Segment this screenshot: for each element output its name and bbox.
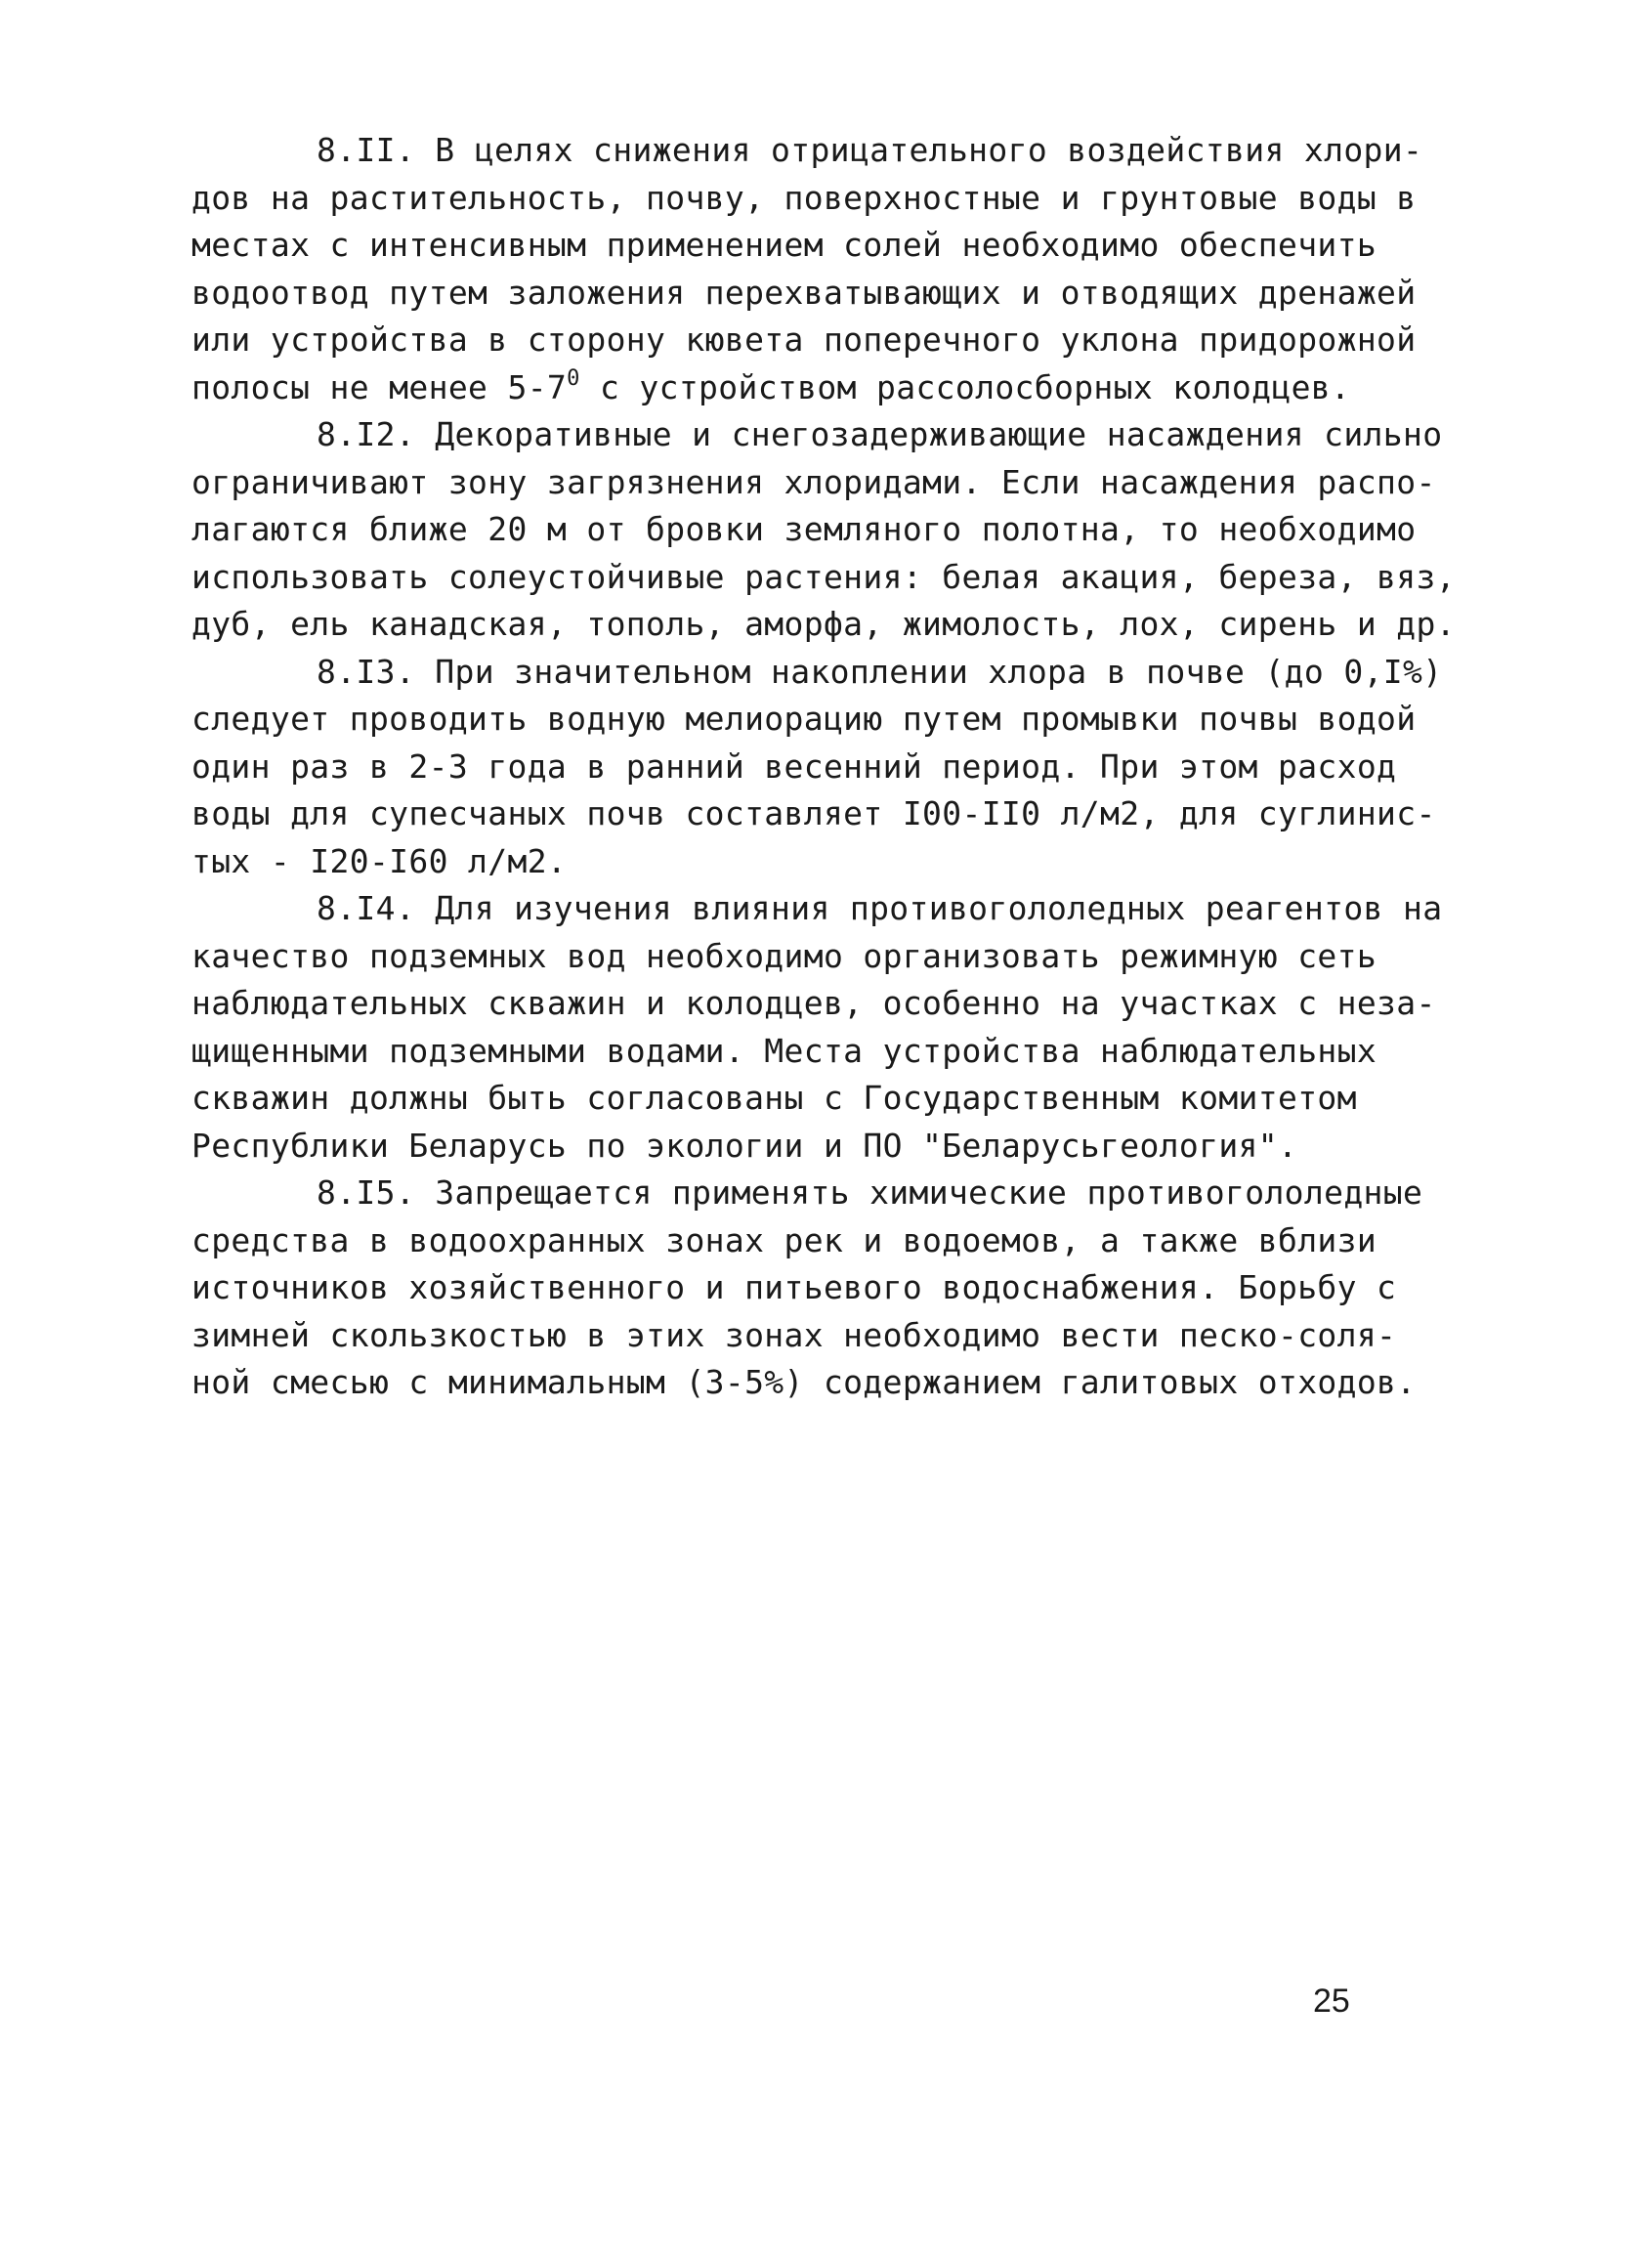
- text-line: тых - I20-I60 л/м2.: [191, 841, 568, 880]
- text-line: ной смесью с минимальным (3-5%) содержанием галитовых отходов.: [191, 1363, 1417, 1401]
- text-line: следует проводить водную мелиорацию путем промывки почвы водой: [191, 700, 1417, 738]
- text-line: использовать солеустойчивые растения: белая акация, береза, вяз,: [191, 557, 1456, 596]
- paragraph-8-13: [191, 649, 1443, 886]
- paragraph-8-14: [191, 885, 1443, 1170]
- text-line: щищенными подземными водами. Места устройства наблюдательных: [191, 1031, 1377, 1070]
- text-line: источников хозяйственного и питьевого водоснабжения. Борьбу с: [191, 1268, 1397, 1306]
- text-fragment: полосы не менее 5-7: [191, 367, 568, 406]
- text-line: 8.I3. При значительном накоплении хлора в почве (до 0,I%): [317, 652, 1443, 691]
- paragraph-8-11: [191, 127, 1456, 649]
- text-line: местах с интенсивным применением солей необходимо обеспечить: [191, 226, 1377, 264]
- text-line: качество подземных вод необходимо организовать режимную сеть: [191, 936, 1377, 975]
- paragraph-8-15: [191, 1170, 1423, 1407]
- text-line: дуб, ель канадская, тополь, аморфа, жимолость, лох, сирень и др.: [191, 605, 1456, 643]
- text-line: воды для супесчаных почв составляет I00-II0 л/м2, для суглинис-: [191, 794, 1436, 832]
- text-line: ограничивают зону загрязнения хлоридами. Если насаждения распо-: [191, 462, 1436, 501]
- superscript-degree: 0: [567, 365, 580, 391]
- text-line: Республики Беларусь по экологии и ПО "Беларусьгеология".: [191, 1126, 1298, 1165]
- text-line: или устройства в сторону кювета поперечного уклона придорожной: [191, 320, 1417, 359]
- text-line: наблюдательных скважин и колодцев, особенно на участках с неза-: [191, 984, 1436, 1022]
- text-line: водоотвод путем заложения перехватывающих и отводящих дренажей: [191, 273, 1417, 312]
- text-line: 8.II. В целях снижения отрицательного воздействия хлори-: [317, 131, 1423, 169]
- text-fragment: с устройством рассолосборных колодцев.: [579, 367, 1351, 406]
- text-line: 8.I2. Декоративные и снегозадерживающие насаждения сильно: [317, 415, 1443, 453]
- text-line: лагаются ближе 20 м от бровки земляного полотна, то необходимо: [191, 510, 1417, 548]
- text-line: [191, 364, 1393, 412]
- text-line: зимней скользкостью в этих зонах необходимо вести песко-соля-: [191, 1315, 1397, 1354]
- page-number: 25: [1313, 1982, 1350, 2020]
- body-text: [191, 127, 1456, 1407]
- text-line: скважин должны быть согласованы с Государственным комитетом: [191, 1079, 1357, 1117]
- text-line: один раз в 2-3 года в ранний весенний период. При этом расход: [191, 746, 1397, 786]
- text-line: 8.I4. Для изучения влияния противогололедных реагентов на: [317, 889, 1443, 927]
- text-line: дов на растительность, почву, поверхностные и грунтовые воды в: [191, 178, 1417, 217]
- text-line: средства в водоохранных зонах рек и водоемов, а также вблизи: [191, 1220, 1377, 1259]
- text-line: 8.I5. Запрещается применять химические противогололедные: [317, 1173, 1423, 1212]
